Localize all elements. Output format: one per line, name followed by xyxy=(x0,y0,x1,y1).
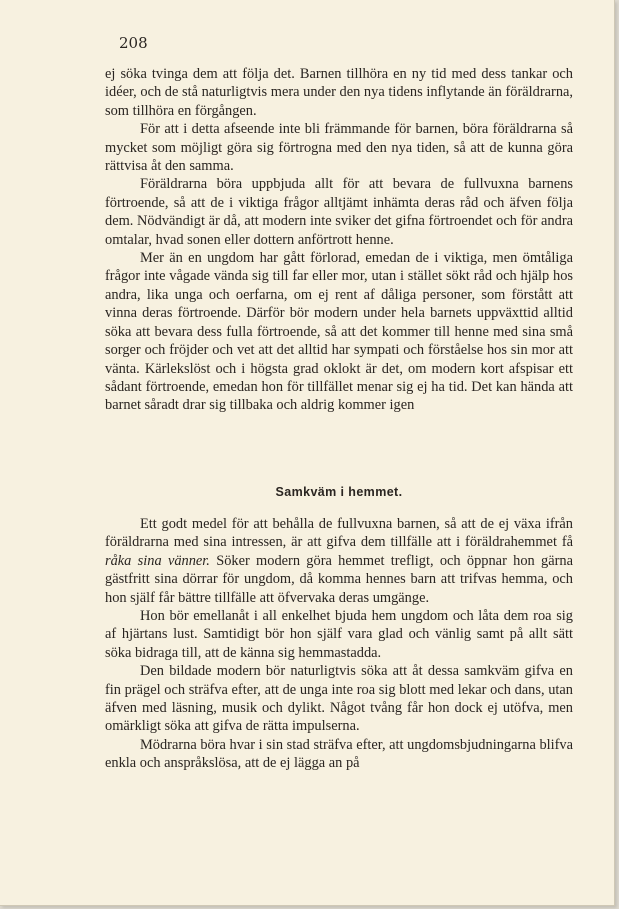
paragraph: Föräldrarna böra uppbjuda allt för att bevara de fullvuxna barnens förtroende, så att de i viktiga frågor alltjämt inhämta deras råd och äfven följa dem. Nödvändigt är då, att modern inte sviker det gifna förtroendet och för andra omtalar, hvad sonen eller dottern anförtrott henne. xyxy=(105,176,573,248)
paragraph: Den bildade modern bör naturligtvis söka att åt dessa samkväm gifva en fin prägel och sträfva efter, att de unga inte roa sig blott med lekar och dans, utan äfven med läsning, musik och dylikt. Något tvång får hon dock ej utöfva, men omärkligt söka att gifva de rätta impulserna. xyxy=(105,663,573,735)
paragraph-text: Söker modern göra hemmet trefligt, och öppnar hon gärna gästfritt sina dörrar för ungdom, då komma hennes barn att trifvas hemma, och hon själf får bättre tillfälle att öfvervaka deras umgänge. xyxy=(105,552,573,606)
page-number: 208 xyxy=(119,34,148,52)
paragraph: Mödrarna böra hvar i sin stad sträfva efter, att ungdomsbjudningarna blifva enkla och anspråkslösa, att de ej lägga an på xyxy=(105,736,574,772)
paragraph: ej söka tvinga dem att följa det. Barnen tillhöra en ny tid med dess tankar och idéer, och de stå naturligtvis mera under den nya tidens inflytande än föräldrarna, som tillhöra en förgången. xyxy=(105,66,573,119)
paragraph-text: Ett godt medel för att behålla de fullvuxna barnen, så att de ej växa ifrån föräldrarna med sina intressen, är att gifva dem tillfälle att i föräldrahemmet få xyxy=(105,516,573,551)
italic-phrase: råka sina vänner. xyxy=(105,552,210,569)
text-block-bottom xyxy=(105,515,573,773)
paragraph: För att i detta afseende inte bli främmande för barnen, böra föräldrarna så mycket som möjligt göra sig förtrogna med den nya tiden, så att de kunna göra rättvisa åt den samma. xyxy=(105,121,573,175)
paragraph xyxy=(105,515,573,607)
paragraph: Hon bör emellanåt i all enkelhet bjuda hem ungdom och låta dem roa sig af hjärtans lust. Samtidigt bör hon själf vara glad och vänlig samt på allt sätt söka bidraga till, att de känna sig hemmastadda. xyxy=(105,608,573,661)
text-block-top xyxy=(105,65,573,415)
section-heading: Samkväm i hemmet. xyxy=(275,485,403,499)
paragraph: Mer än en ungdom har gått förlorad, emedan de i viktiga, men ömtåliga frågor inte vågade vända sig till far eller mor, utan i stället sökt råd och hjälp hos andra, lika unga och oerfarna, om ej rent af dåliga personer, som förstått att vinna deras förtroende. Därför bör modern under hela barnets uppväxttid alltid söka att bevara dess fulla förtroende, så att det kommer till henne med sina små sorger och fröjder och vet att det alltid har sympati och förståelse hos sin mor att vänta. Kärlekslöst och i högsta grad oklokt är det, om modern kort afspisar ett sådant förtroende, emedan hon för tillfället menar sig ej ha tid. Det kan hända att barnet såradt drar sig tillbaka och aldrig kommer igen xyxy=(105,250,573,414)
